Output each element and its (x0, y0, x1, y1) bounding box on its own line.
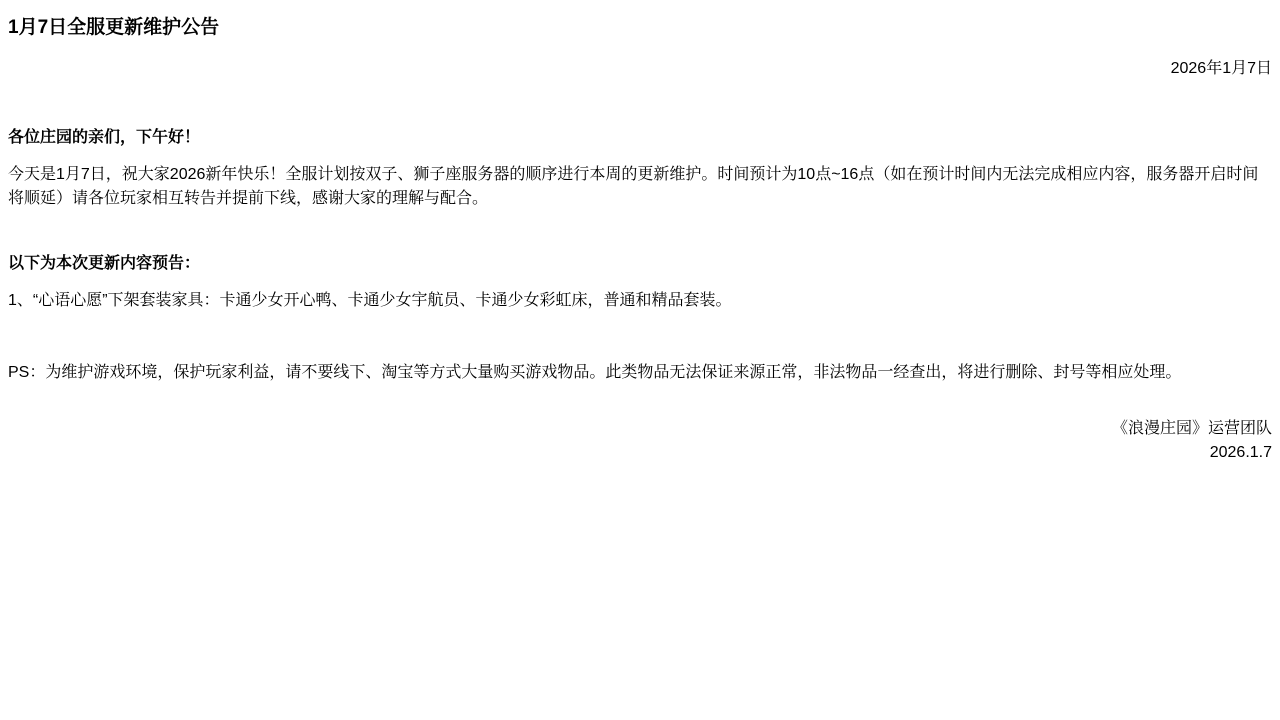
ps-note: PS：为维护游戏环境，保护玩家利益，请不要线下、淘宝等方式大量购买游戏物品。此类物品无法保证来源正常，非法物品一经查出，将进行删除、封号等相应处理。 (8, 364, 1182, 381)
intro-paragraph: 今天是1月7日，祝大家2026新年快乐！全服计划按双子、狮子座服务器的顺序进行本周的更新维护。时间预计为10点~16点（如在预计时间内无法完成相应内容，服务器开启时间将顺延）请各位玩家相互转告并提前下线，感谢大家的理解与配合。 (8, 166, 1259, 207)
page-title: 1月7日全服更新维护公告 (8, 17, 220, 38)
greeting-text: 各位庄园的亲们，下午好！ (8, 129, 201, 146)
update-item: 1、“心语心愿”下架套装家具：卡通少女开心鸭、卡通少女宇航员、卡通少女彩虹床，普通和精品套装。 (8, 292, 732, 309)
signature-team: 《浪漫庄园》运营团队 (1111, 420, 1272, 437)
update-preview-heading: 以下为本次更新内容预告： (8, 255, 201, 272)
announcement-date: 2026年1月7日 (1170, 60, 1272, 77)
announcement-document (8, 17, 1272, 465)
signature-date: 2026.1.7 (1209, 444, 1272, 461)
signature-block (8, 417, 1272, 465)
